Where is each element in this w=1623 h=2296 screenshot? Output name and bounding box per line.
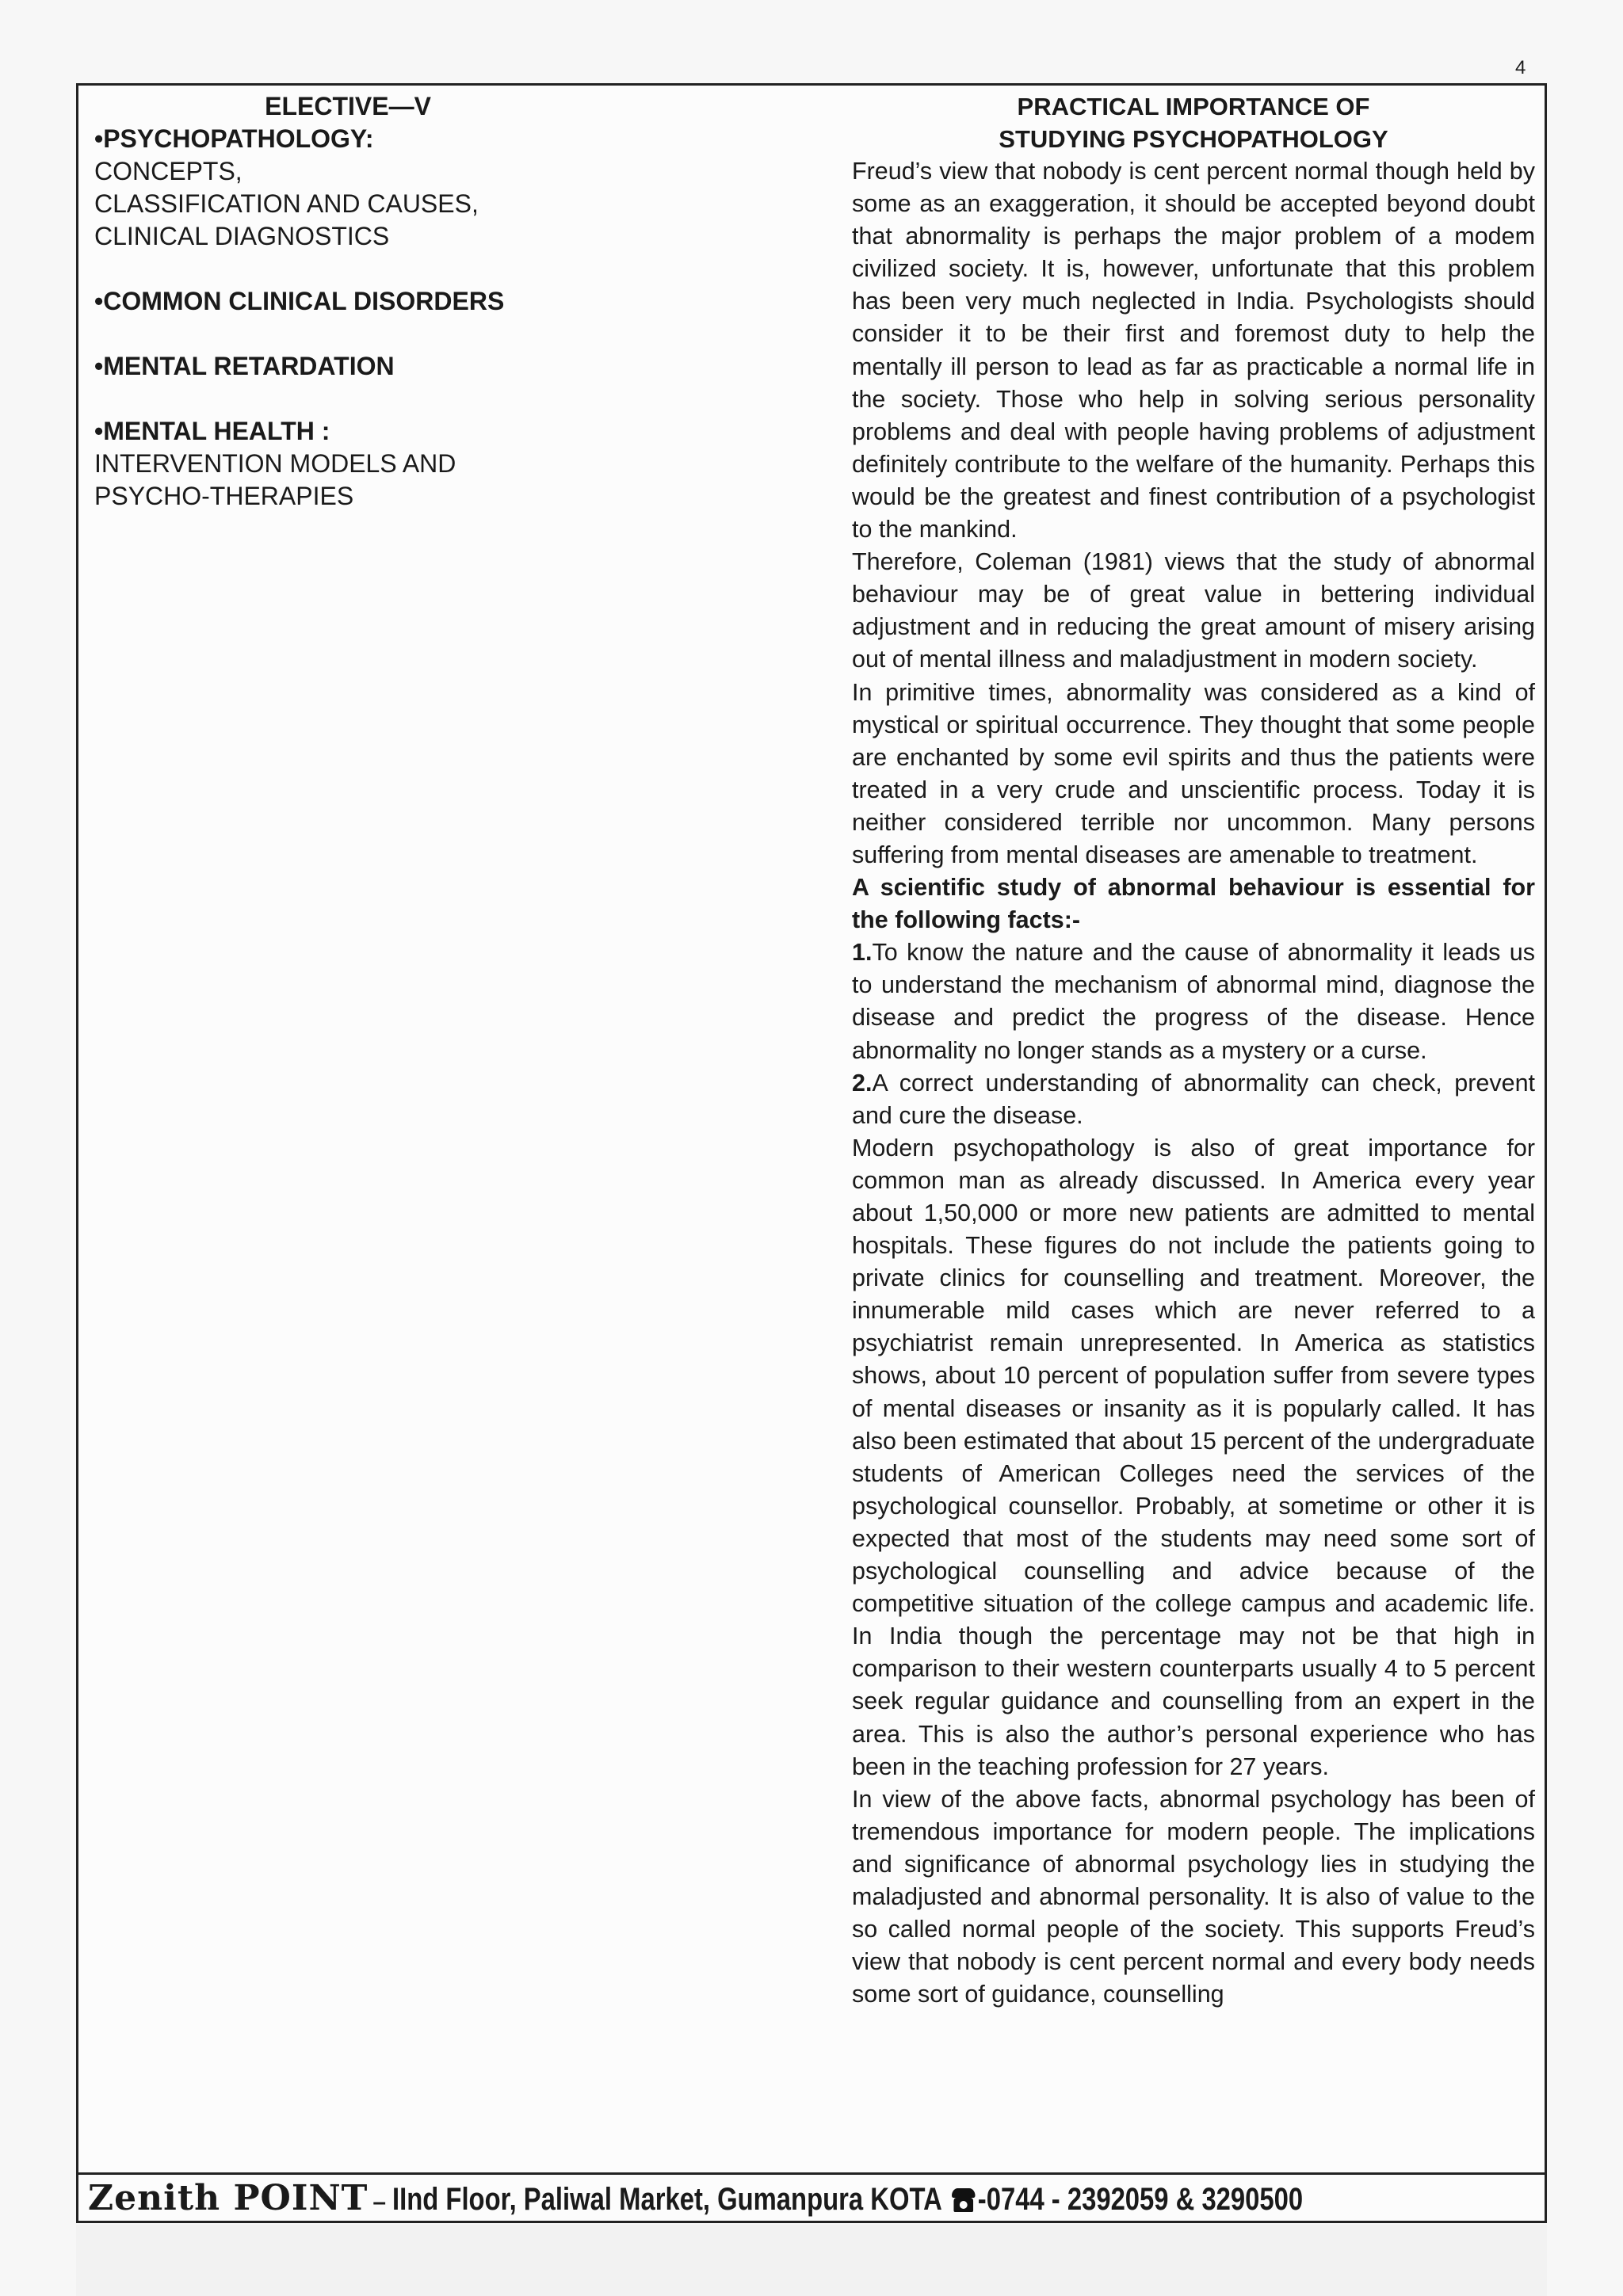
paragraph: Modern psychopathology is also of great importance for common man as already discussed. In America every year about 1,50,000 or more new patients are admitted to mental hospitals. These figures do not include the patients going to private clinics for counselling and treatment. Moreover, the innumerable mild cases which are never referred to a psychiatrist remain unrepresented. In America as statistics shows, about 10 percent of population suffer from severe types of mental diseases or insanity as it is popularly called. It has also been estimated that about 15 percent of the undergraduate students of American Colleges need the services of the psychological counsellor. Probably, at sometime or other it is expected that most of the students may need some sort of psychological counselling and advice because of the competitive situation of the college campus and academic life. In India though the percentage may not be that high in comparison to their western counterparts usually 4 to 5 percent seek regular guidance and counselling from an expert in the area. This is also the author’s personal experience who has been in the teaching profession for 27 years. <box>852 1134 1535 1780</box>
point-text: To know the nature and the cause of abnormality it leads us to understand the mechanism of abnormal mind, diagnose the disease and predict the progress of the disease. Hence abnormality no longer stands as a mystery or a curse. <box>852 939 1535 1064</box>
section-title-line2: STUDYING PSYCHOPATHOLOGY <box>999 125 1388 153</box>
footer-banner <box>76 2175 1547 2223</box>
right-column <box>852 90 1535 2011</box>
mental-health-item: INTERVENTION MODELS AND <box>94 449 456 478</box>
telephone-icon <box>952 2188 976 2212</box>
content-area <box>78 86 1545 2177</box>
elective-heading: ELECTIVE—V <box>265 92 431 120</box>
spacer <box>94 318 601 350</box>
mental-health-item: PSYCHO-THERAPIES <box>94 482 354 510</box>
bold-statement: A scientific study of abnormal behaviour is essential for the following facts:- <box>852 874 1535 934</box>
psychopathology-item: CONCEPTS, <box>94 157 242 185</box>
mental-health-title: •MENTAL HEALTH : <box>94 417 330 445</box>
footer-content <box>88 2178 1381 2218</box>
point-number: 1. <box>852 939 873 967</box>
left-column <box>94 90 601 513</box>
mental-retardation-title: •MENTAL RETARDATION <box>94 352 395 380</box>
psychopathology-item: CLASSIFICATION AND CAUSES, <box>94 189 479 218</box>
footer-phone <box>952 2182 1303 2218</box>
psychopathology-item: CLINICAL DIAGNOSTICS <box>94 222 390 250</box>
paragraph: Freud’s view that nobody is cent percent normal though held by some as an exaggeration, it should be accepted beyond doubt that abnormality is perhaps the major problem of a modem civilized society. It is, however, unfortunate that this problem has been very much neglected in India. Psychologists should consider it to be their first and foremost duty to help the mentally ill person to lead as far as practicable a normal life in the society. Those who help in solving serious personality problems and deal with people having problems of adjustment definitely contribute to the welfare of the humanity. Perhaps this would be the greatest and finest contribution of a psychologist to the mankind. <box>852 158 1535 543</box>
numbered-point-1 <box>852 936 1535 1066</box>
spacer <box>94 383 601 415</box>
psychopathology-title: •PSYCHOPATHOLOGY: <box>94 124 374 153</box>
page-bottom-margin <box>76 2225 1547 2296</box>
phone-number: -0744 - 2392059 & 3290500 <box>977 2182 1304 2217</box>
brand-logo: Zenith POINT <box>88 2178 369 2218</box>
common-disorders-title: •COMMON CLINICAL DISORDERS <box>94 287 505 315</box>
spacer <box>94 253 601 285</box>
paragraph: In view of the above facts, abnormal psychology has been of tremendous importance for modern people. The implications and significance of abnormal psychology lies in studying the maladjusted and abnormal personality. It is also of value to the so called normal people of the society. This supports Freud’s view that nobody is cent percent normal and every body needs some sort of guidance, counselling <box>852 1785 1535 2008</box>
page-frame <box>76 83 1547 2175</box>
paragraph: In primitive times, abnormality was considered as a kind of mystical or spiritual occurrence. They thought that some people are enchanted by some evil spirits and thus the patients were treated in a very crude and unscientific process. Today it is neither considered terrible nor uncommon. Many persons suffering from mental diseases are amenable to treatment. <box>852 678 1535 868</box>
footer-dash: – <box>372 2189 387 2215</box>
section-title-line1: PRACTICAL IMPORTANCE OF <box>1017 93 1370 120</box>
point-number: 2. <box>852 1069 873 1097</box>
footer-address: IInd Floor, Paliwal Market, Gumanpura KOTA <box>392 2182 942 2217</box>
point-text: A correct understanding of abnormality can check, prevent and cure the disease. <box>852 1069 1535 1129</box>
numbered-point-2 <box>852 1067 1535 1132</box>
paragraph: Therefore, Coleman (1981) views that the study of abnormal behaviour may be of great value in bettering individual adjustment and in reducing the great amount of misery arising out of mental illness and maladjustment in modern society. <box>852 548 1535 673</box>
page-number: 4 <box>1515 57 1526 78</box>
